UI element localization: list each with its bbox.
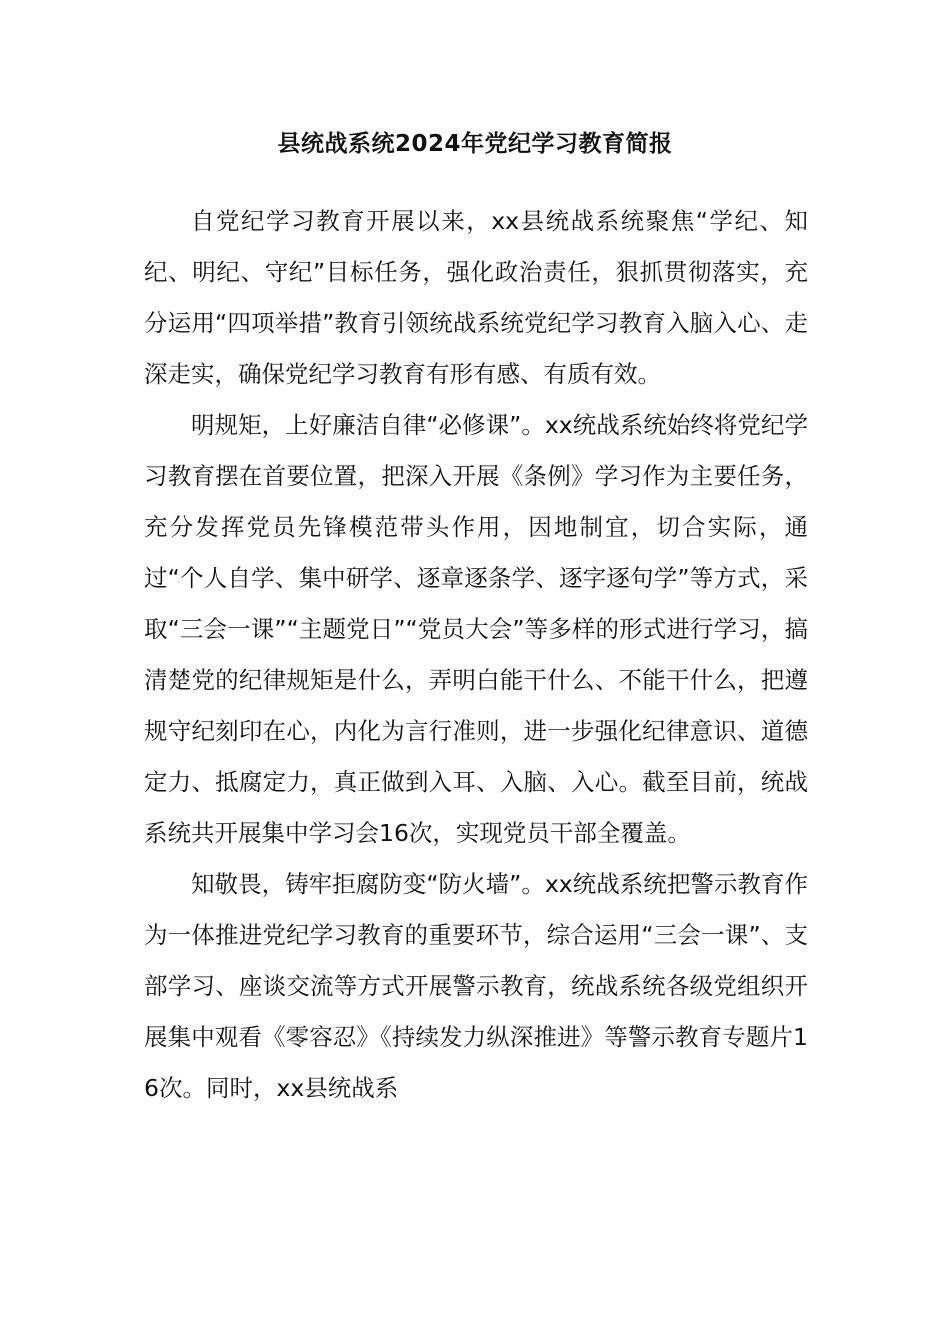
document-body: [144, 196, 808, 1114]
paragraph-rules: 明规矩，上好廉洁自律“必修课”。xx统战系统始终将党纪学习教育摆在首要位置，把深入开展《条例》学习作为主要任务，充分发挥党员先锋模范带头作用，因地制宜，切合实际，通过“个人自学、集中研学、逐章逐条学、逐字逐句学”等方式，采取“三会一课”“主题党日”“党员大会”等多样的形式进行学习，搞清楚党的纪律规矩是什么，弄明白能干什么、不能干什么，把遵规守纪刻印在心，内化为言行准则，进一步强化纪律意识、道德定力、抵腐定力，真正做到入耳、入脑、入心。截至目前，统战系统共开展集中学习会16次，实现党员干部全覆盖。: [144, 411, 808, 847]
paragraph-intro: 自党纪学习教育开展以来，xx县统战系统聚焦“学纪、知纪、明纪、守纪”目标任务，强化政治责任，狠抓贯彻落实，充分运用“四项举措”教育引领统战系统党纪学习教育入脑入心、走深走实，确保党纪学习教育有形有感、有质有效。: [144, 207, 808, 388]
paragraph-warning: 知敬畏，铸牢拒腐防变“防火墙”。xx统战系统把警示教育作为一体推进党纪学习教育的重要环节，综合运用“三会一课”、支部学习、座谈交流等方式开展警示教育，统战系统各级党组织开展集中观看《零容忍》《持续发力纵深推进》等警示教育专题片16次。同时，xx县统战系: [144, 870, 808, 1102]
document-title: 县统战系统2024年党纪学习教育简报: [277, 131, 673, 157]
